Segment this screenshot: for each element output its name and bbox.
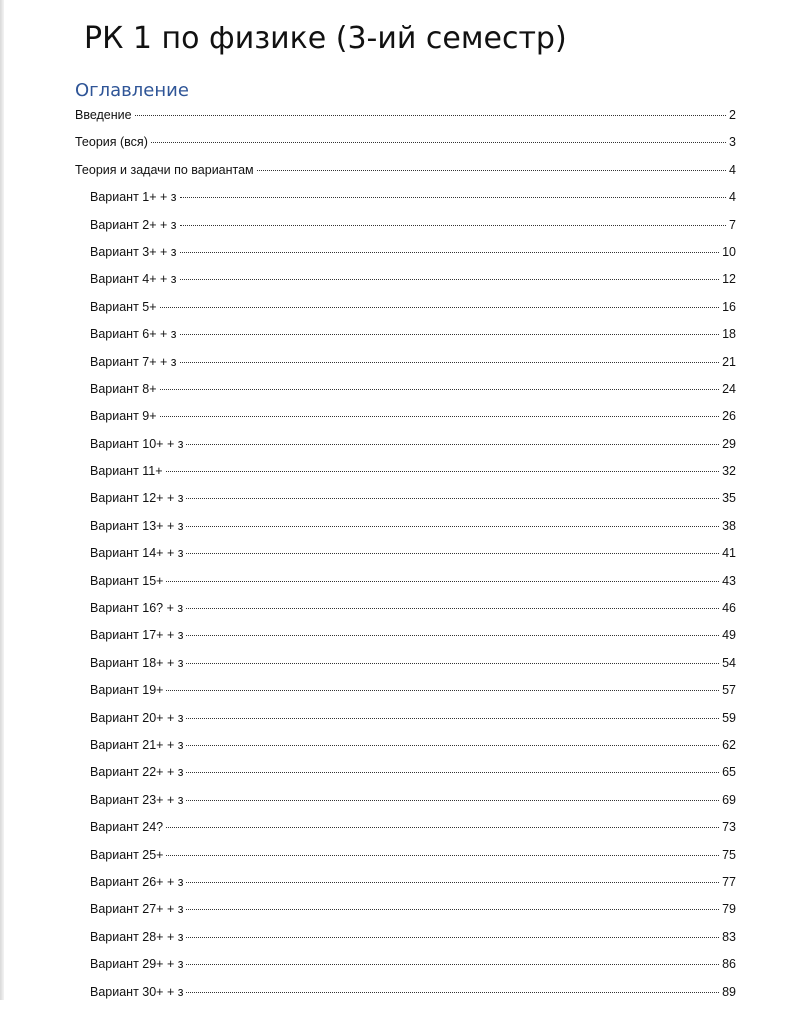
- toc-entry[interactable]: [0, 516, 801, 543]
- toc-entry-label: Вариант 29+ + з: [90, 957, 184, 972]
- toc-entry-page-number: 3: [729, 135, 736, 150]
- toc-dot-leader: [186, 745, 719, 746]
- toc-dot-leader: [186, 882, 719, 883]
- toc-entry-page-number: 43: [722, 573, 736, 588]
- toc-entry[interactable]: [0, 653, 801, 680]
- toc-entry[interactable]: [0, 790, 801, 817]
- toc-entry[interactable]: [0, 215, 801, 242]
- toc-entry-page-number: 16: [722, 299, 736, 314]
- toc-entry[interactable]: [0, 324, 801, 351]
- toc-dot-leader: [186, 498, 719, 499]
- toc-dot-leader: [186, 937, 719, 938]
- toc-entry[interactable]: [0, 434, 801, 461]
- toc-entry[interactable]: [0, 762, 801, 789]
- toc-entry-page-number: 26: [722, 409, 736, 424]
- toc-entry-page-number: 46: [722, 601, 736, 616]
- toc-dot-leader: [151, 142, 726, 143]
- toc-entry[interactable]: [0, 845, 801, 872]
- toc-entry-page-number: 57: [722, 683, 736, 698]
- toc-entry-label: Вариант 27+ + з: [90, 902, 184, 917]
- toc-dot-leader: [160, 307, 720, 308]
- toc-entry[interactable]: [0, 708, 801, 735]
- toc-entry-page-number: 4: [729, 162, 736, 177]
- toc-entry-label: Вариант 19+: [90, 683, 164, 698]
- toc-entry[interactable]: [0, 954, 801, 981]
- toc-entry-page-number: 59: [722, 710, 736, 725]
- toc-entry[interactable]: [0, 899, 801, 926]
- toc-entry-label: Вариант 11+: [90, 464, 163, 479]
- toc-entry[interactable]: [0, 105, 801, 132]
- toc-entry[interactable]: [0, 735, 801, 762]
- toc-entry-label: Вариант 24?: [90, 820, 164, 835]
- toc-entry-label: Вариант 10+ + з: [90, 436, 184, 451]
- toc-entry-label: Вариант 18+ + з: [90, 655, 184, 670]
- toc-dot-leader: [186, 800, 719, 801]
- toc-entry-page-number: 4: [729, 190, 736, 205]
- toc-entry-label: Вариант 12+ + з: [90, 491, 184, 506]
- toc-dot-leader: [186, 608, 719, 609]
- toc-entry-label: Вариант 30+ + з: [90, 984, 184, 999]
- toc-entry[interactable]: [0, 817, 801, 844]
- toc-entry-page-number: 10: [722, 244, 736, 259]
- toc-dot-leader: [166, 855, 719, 856]
- toc-entry-page-number: 12: [722, 272, 736, 287]
- toc-entry[interactable]: [0, 461, 801, 488]
- toc-entry[interactable]: [0, 297, 801, 324]
- toc-entry-label: Теория и задачи по вариантам: [75, 162, 254, 177]
- toc-entry[interactable]: [0, 132, 801, 159]
- toc-dot-leader: [186, 772, 719, 773]
- toc-dot-leader: [135, 115, 726, 116]
- toc-entry-page-number: 32: [722, 464, 736, 479]
- toc-entry-page-number: 83: [722, 929, 736, 944]
- toc-dot-leader: [186, 444, 719, 445]
- document-title: РК 1 по физике (3-ий семестр): [84, 21, 567, 56]
- toc-entry-page-number: 77: [722, 874, 736, 889]
- toc-dot-leader: [166, 690, 719, 691]
- toc-dot-leader: [180, 225, 727, 226]
- toc-entry-page-number: 65: [722, 765, 736, 780]
- toc-entry[interactable]: [0, 872, 801, 899]
- toc-entry-label: Вариант 28+ + з: [90, 929, 184, 944]
- toc-entry-label: Вариант 22+ + з: [90, 765, 184, 780]
- toc-entry-page-number: 29: [722, 436, 736, 451]
- toc-dot-leader: [180, 197, 727, 198]
- toc-dot-leader: [186, 964, 719, 965]
- toc-entry-page-number: 86: [722, 957, 736, 972]
- toc-entry-label: Вариант 25+: [90, 847, 164, 862]
- toc-entry[interactable]: [0, 488, 801, 515]
- toc-entry-page-number: 54: [722, 655, 736, 670]
- toc-entry-page-number: 24: [722, 381, 736, 396]
- toc-entry-label: Вариант 2+ + з: [90, 217, 177, 232]
- toc-entry[interactable]: [0, 406, 801, 433]
- toc-entry-page-number: 21: [722, 354, 736, 369]
- toc-entry[interactable]: [0, 187, 801, 214]
- toc-heading: Оглавление: [75, 80, 189, 101]
- toc-dot-leader: [186, 909, 719, 910]
- toc-dot-leader: [160, 416, 720, 417]
- toc-entry-label: Вариант 16? + з: [90, 601, 184, 616]
- toc-entry-label: Вариант 14+ + з: [90, 546, 184, 561]
- toc-dot-leader: [166, 827, 719, 828]
- toc-entry-page-number: 18: [722, 327, 736, 342]
- toc-entry-label: Вариант 17+ + з: [90, 628, 184, 643]
- toc-entry-page-number: 62: [722, 737, 736, 752]
- toc-dot-leader: [166, 471, 720, 472]
- toc-entry-label: Вариант 6+ + з: [90, 327, 177, 342]
- toc-entry-page-number: 41: [722, 546, 736, 561]
- toc-entry-label: Вариант 5+: [90, 299, 157, 314]
- table-of-contents: [0, 105, 801, 1009]
- toc-entry-page-number: 38: [722, 518, 736, 533]
- toc-entry-label: Введение: [75, 108, 132, 122]
- toc-entry[interactable]: [0, 571, 801, 598]
- toc-entry-page-number: 35: [722, 491, 736, 506]
- toc-dot-leader: [166, 581, 719, 582]
- toc-entry[interactable]: [0, 269, 801, 296]
- toc-entry-label: Вариант 20+ + з: [90, 710, 184, 725]
- toc-entry-page-number: 2: [729, 108, 736, 122]
- toc-entry-label: Вариант 3+ + з: [90, 244, 177, 259]
- toc-dot-leader: [186, 526, 719, 527]
- toc-dot-leader: [186, 553, 719, 554]
- toc-dot-leader: [186, 635, 719, 636]
- toc-dot-leader: [180, 252, 720, 253]
- toc-entry[interactable]: [0, 543, 801, 570]
- toc-entry[interactable]: [0, 242, 801, 269]
- toc-entry-page-number: 7: [729, 217, 736, 232]
- toc-entry[interactable]: [0, 982, 801, 1009]
- toc-dot-leader: [186, 718, 719, 719]
- toc-entry-label: Вариант 15+: [90, 573, 164, 588]
- toc-dot-leader: [180, 279, 720, 280]
- toc-entry-page-number: 69: [722, 792, 736, 807]
- toc-entry-label: Вариант 9+: [90, 409, 157, 424]
- toc-dot-leader: [160, 389, 720, 390]
- toc-entry-label: Вариант 8+: [90, 381, 157, 396]
- toc-entry[interactable]: [0, 927, 801, 954]
- toc-entry-label: Вариант 1+ + з: [90, 190, 177, 205]
- toc-entry-page-number: 79: [722, 902, 736, 917]
- toc-entry[interactable]: [0, 598, 801, 625]
- toc-entry-page-number: 49: [722, 628, 736, 643]
- toc-entry-page-number: 75: [722, 847, 736, 862]
- toc-entry-label: Вариант 23+ + з: [90, 792, 184, 807]
- toc-dot-leader: [186, 663, 719, 664]
- toc-entry-label: Теория (вся): [75, 135, 148, 150]
- toc-entry[interactable]: [0, 680, 801, 707]
- toc-entry[interactable]: [0, 352, 801, 379]
- toc-entry-page-number: 89: [722, 984, 736, 999]
- toc-dot-leader: [180, 334, 720, 335]
- toc-entry-label: Вариант 13+ + з: [90, 518, 184, 533]
- toc-entry[interactable]: [0, 625, 801, 652]
- toc-entry[interactable]: [0, 379, 801, 406]
- toc-entry-label: Вариант 26+ + з: [90, 874, 184, 889]
- toc-entry-label: Вариант 21+ + з: [90, 737, 184, 752]
- toc-dot-leader: [186, 992, 719, 993]
- toc-entry-page-number: 73: [722, 820, 736, 835]
- toc-dot-leader: [180, 362, 720, 363]
- toc-entry[interactable]: [0, 160, 801, 187]
- toc-entry-label: Вариант 4+ + з: [90, 272, 177, 287]
- toc-entry-label: Вариант 7+ + з: [90, 354, 177, 369]
- toc-dot-leader: [257, 170, 726, 171]
